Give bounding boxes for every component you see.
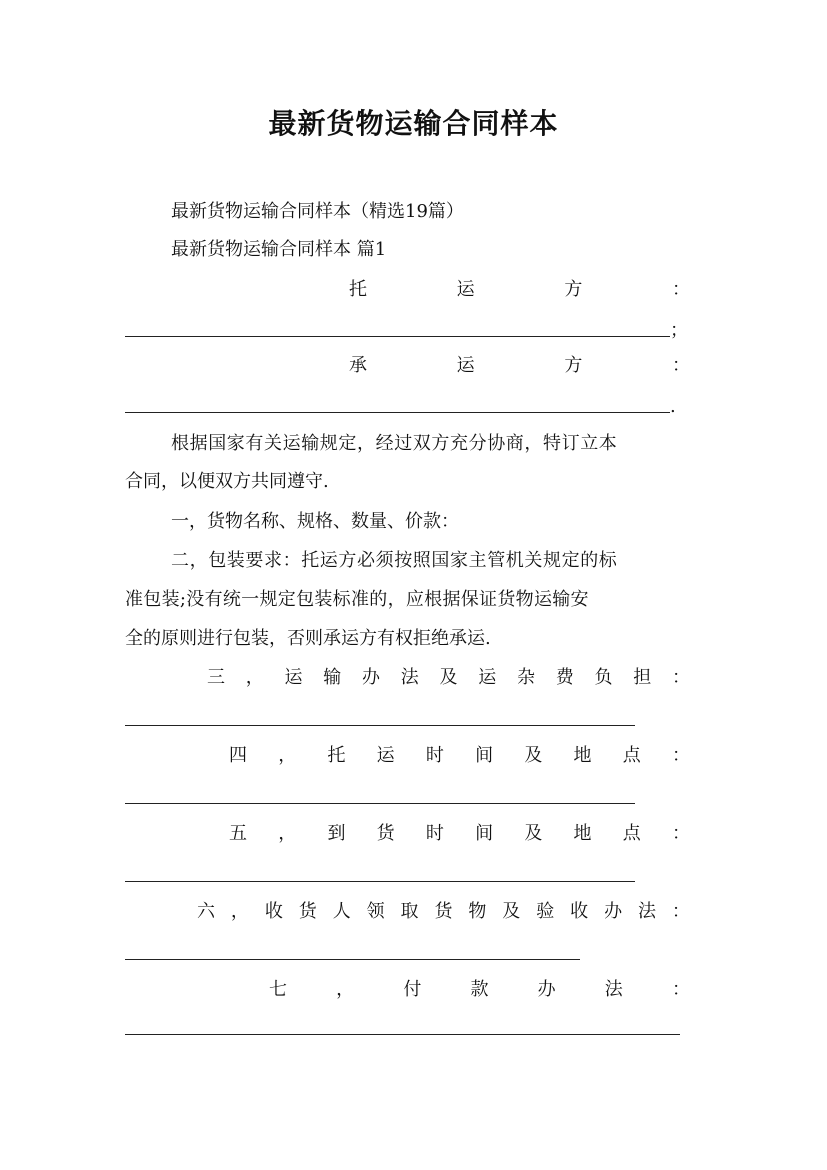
clause-3-char: 担 [633,667,652,688]
shipper-char: ： [671,279,690,300]
clause-6-char: 货 [298,901,317,922]
shipper-blank-line [125,336,670,337]
clause-2-line1: 二，包装要求：托运方必须按照国家主管机关规定的标 [171,550,618,571]
clause-7-char: 办 [537,979,556,1000]
clause-5-label [229,822,690,846]
clause-6-char: 物 [468,901,487,922]
clause-6-char: 领 [366,901,385,922]
clause-7-char: 七 [269,979,287,1000]
clause-5-char: 时 [425,823,444,844]
clause-5-char: 五 [229,823,247,844]
document-title: 最新货物运输合同样本 [268,107,559,140]
carrier-char: 运 [456,355,475,376]
clause-4-char: 间 [475,745,494,766]
clause-3-char: 三 [207,667,225,688]
clause-4-char: 运 [376,745,395,766]
clause-4-char: ： [671,745,690,766]
clause-2-line3: 全的原则进行包装，否则承运方有权拒绝承运. [125,628,491,649]
clause-5-char: 到 [327,823,346,844]
clause-6-char: 验 [536,901,555,922]
clause-4-char: ， [278,745,297,766]
clause-5-char: ： [671,823,690,844]
clause-6-char: ， [230,901,249,922]
carrier-blank-line [125,412,670,413]
carrier-char: 承 [349,355,367,376]
clause-6-char: 六 [197,901,215,922]
clause-4-char: 四 [229,745,247,766]
clause-3-char: ， [245,667,264,688]
clause-3-char: 输 [323,667,342,688]
section-heading: 最新货物运输合同样本 篇1 [171,239,387,260]
clause-3-char: 法 [400,667,419,688]
clause-4-char: 点 [622,745,641,766]
clause-7-char: ， [336,979,355,1000]
clause-3-char: 费 [555,667,574,688]
carrier-label [349,354,690,378]
clause-7-blank-line [125,1034,680,1035]
clause-4-char: 托 [327,745,346,766]
clause-3-char: 负 [594,667,613,688]
clause-7-char: ： [671,979,690,1000]
carrier-line-end: . [670,396,676,417]
clause-3-char: ： [672,667,690,688]
clause-1: 一，货物名称、规格、数量、价款： [171,511,459,532]
clause-6-char: 货 [434,901,453,922]
clause-6-char: 取 [400,901,419,922]
clause-5-char: 及 [524,823,543,844]
clause-6-char: 法 [637,901,656,922]
clause-6-char: 收 [264,901,283,922]
clause-3-char: 及 [439,667,458,688]
clause-6-char: 办 [604,901,623,922]
clause-2-line2: 准包装;没有统一规定包装标准的，应根据保证货物运输安 [125,589,589,610]
clause-3-blank-line [125,725,635,726]
clause-5-blank-line [125,881,635,882]
document-subtitle: 最新货物运输合同样本（精选19篇） [171,201,464,222]
shipper-label [349,278,690,302]
clause-4-blank-line [125,803,635,804]
clause-5-char: 货 [376,823,395,844]
carrier-char: ： [671,355,690,376]
clause-3-char: 办 [362,667,380,688]
intro-paragraph-line2: 合同，以便双方共同遵守. [125,471,329,492]
clause-7-char: 法 [604,979,623,1000]
clause-5-char: 点 [622,823,641,844]
shipper-line-end: ； [670,320,688,341]
clause-4-label [229,744,690,768]
clause-4-char: 时 [425,745,444,766]
clause-6-char: 及 [502,901,521,922]
clause-3-char: 杂 [517,667,535,688]
clause-4-char: 及 [524,745,543,766]
clause-3-char: 运 [284,667,303,688]
shipper-char: 方 [564,279,583,300]
clause-6-blank-line [125,959,580,960]
clause-7-char: 款 [470,979,489,1000]
clause-3-char: 运 [478,667,497,688]
clause-7-label [269,978,690,1002]
clause-4-char: 地 [573,745,592,766]
clause-3-label [207,666,690,690]
clause-7-char: 付 [403,979,422,1000]
clause-5-char: 间 [475,823,494,844]
clause-5-char: ， [278,823,297,844]
clause-6-char: 收 [570,901,589,922]
shipper-char: 托 [349,279,367,300]
carrier-char: 方 [564,355,583,376]
clause-5-char: 地 [573,823,592,844]
intro-paragraph-line1: 根据国家有关运输规定，经过双方充分协商，特订立本 [171,433,618,454]
shipper-char: 运 [456,279,475,300]
clause-6-char: ： [671,901,690,922]
clause-6-char: 人 [332,901,351,922]
clause-6-label [197,900,690,924]
